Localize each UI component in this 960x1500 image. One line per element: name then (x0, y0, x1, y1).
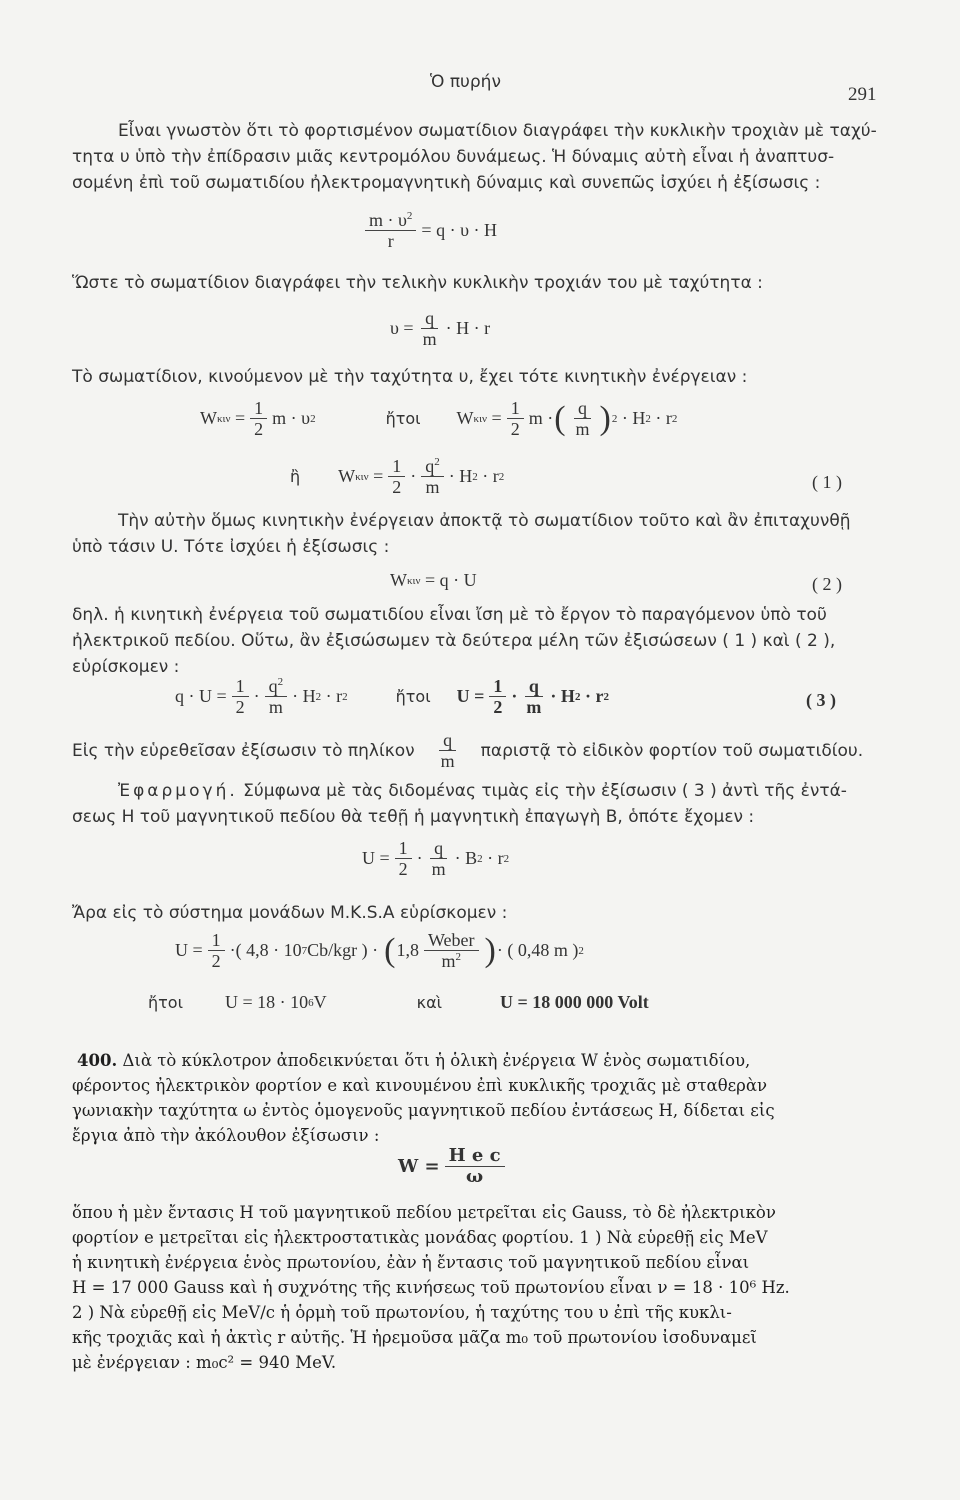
problem-400-line: κῆς τροχιᾶς καὶ ἡ ἀκτὶς r αὐτῆς. Ἡ ἠρεμοῦσα μᾶζα m₀ τοῦ πρωτονίου ἰσοδυναμεῖ (72, 1328, 757, 1347)
text-line: σεως H τοῦ μαγνητικοῦ πεδίου θὰ τεθῇ ἡ μαγνητικὴ ἐπαγωγὴ B, ὁπότε ἔχομεν : (72, 807, 755, 827)
text-line-specific-charge: Εἰς τὴν εὑρεθεῖσαν ἐξίσωσιν τὸ πηλίκον $\frac{q}{m}$ παριστᾷ τὸ εἰδικὸν φορτίον τοῦ σωματιδίου. (72, 730, 864, 771)
equation-velocity: υ = $\frac{q}{m}$ · H · r (390, 308, 491, 349)
text-line: δηλ. ἡ κινητικὴ ἐνέργεια τοῦ σωματιδίου εἶναι ἴση μὲ τὸ ἔργον τὸ παραγόμενον ὑπὸ τοῦ (72, 605, 827, 625)
problem-400-line: φέροντος ἠλεκτρικὸν φορτίον e καὶ κινουμένου ἐπὶ κυκλικῆς τροχιᾶς μὲ σταθερὰν (72, 1076, 768, 1095)
problem-400-line: γωνιακὴν ταχύτητα ω ἐντὸς ὁμογενοῦς μαγνητικοῦ πεδίου ἐντάσεως H, δίδεται εἰς (72, 1101, 775, 1120)
problem-number: 400. (77, 1051, 118, 1070)
equation-work: W κιν = q · U (390, 570, 477, 590)
equation-label-1: ( 1 ) (812, 472, 842, 492)
text-line: ἠλεκτρικοῦ πεδίου. Οὕτω, ἂν ἐξισώσωμεν τὰ δεύτερα μέλη τῶν ἐξισώσεων ( 1 ) καὶ ( 2 ), (72, 631, 836, 651)
text-line: ὑπὸ τάσιν U. Τότε ἰσχύει ἡ ἐξίσωσις : (72, 537, 390, 557)
equation-kinetic-energy-2: ἢ W κιν = $\frac{1}{2}$ · $\frac{q^2}{m}$ · H 2 · r 2 (290, 456, 505, 497)
equation-result: ἤτοι U = 18 · 10 6 V καὶ U = 18 000 000 Volt (148, 992, 649, 1012)
problem-400-line: ὅπου ἡ μὲν ἔντασις H τοῦ μαγνητικοῦ πεδίου μετρεῖται εἰς Gauss, τὸ δὲ ἠλεκτρικὸν (72, 1203, 776, 1222)
text-line: Τὴν αὐτὴν ὅμως κινητικὴν ἐνέργειαν ἀποκτᾷ τὸ σωματίδιον τοῦτο καὶ ἂν ἐπιταχυνθῇ (118, 511, 851, 531)
text-line: τητα υ ὑπὸ τὴν ἐπίδρασιν μιᾶς κεντρομόλου δυνάμεως. Ἡ δύναμις αὐτὴ εἶναι ἡ ἀναπτυσ- (72, 147, 835, 167)
equation-energy-balance: q · U = $\frac{1}{2}$ · $\frac{q^2}{m}$ · H 2 · r 2 ἤτοι U = $\frac{1}{2}$ · $\frac{q}{m}$ · H 2 · r 2 (175, 676, 609, 717)
text-line: εὑρίσκομεν : (72, 657, 180, 677)
problem-400-line: φορτίον e μετρεῖται εἰς ἠλεκτροστατικὰς μονάδας φορτίου. 1 ) Νὰ εὑρεθῇ εἰς MeV (72, 1228, 768, 1247)
equation-centripetal: $\frac{m \cdot \upsilon^2}{r}$ = q · υ · H (360, 210, 497, 251)
text-line: Τὸ σωματίδιον, κινούμενον μὲ τὴν ταχύτητα υ, ἔχει τότε κινητικὴν ἐνέργειαν : (72, 367, 748, 387)
page-number: 291 (848, 84, 877, 105)
text-line: Ὥστε τὸ σωματίδιον διαγράφει τὴν τελικὴν κυκλικὴν τροχιάν του μὲ ταχύτητα : (72, 273, 763, 293)
equation-cyclotron: W = $\frac{\text{H e c}}{\omega}$ (398, 1146, 510, 1187)
text-line-application: Ἐφαρμογή. Σύμφωνα μὲ τὰς διδομένας τιμὰς εἰς τὴν ἐξίσωσιν ( 3 ) ἀντὶ τῆς ἐντά- (118, 781, 847, 801)
text-line: σομένη ἐπὶ τοῦ σωματιδίου ἠλεκτρομαγνητικὴ δύναμις καὶ συνεπῶς ἰσχύει ἡ ἐξίσωσις : (72, 173, 821, 193)
equation-label-3: ( 3 ) (806, 690, 836, 710)
equation-numeric: U = $\frac{1}{2}$ ·( 4,8 · 10 7 Cb/kgr ) · ( 1,8 $\frac{\text{Weber}}{m^2}$ ) · ( 0,48 m ) 2 (175, 930, 584, 971)
problem-400-line: 2 ) Νὰ εὑρεθῇ εἰς MeV/c ἡ ὁρμὴ τοῦ πρωτονίου, ἡ ταχύτης του υ ἐπὶ τῆς κυκλι- (72, 1303, 732, 1322)
equation-u-b: U = $\frac{1}{2}$ · $\frac{q}{m}$ · B 2 · r 2 (362, 838, 510, 879)
equation-kinetic-energy: W κιν = $\frac{1}{2}$ m · υ 2 ἤτοι W κιν = $\frac{1}{2}$ m · ( $\frac{q}{m}$ ) 2 · H 2 · r 2 (200, 398, 678, 439)
problem-400-line: μὲ ἐνέργειαν : m₀c² = 940 MeV. (72, 1353, 337, 1372)
text-line: Εἶναι γνωστὸν ὅτι τὸ φορτισμένον σωματίδιον διαγράφει τὴν κυκλικὴν τροχιὰν μὲ ταχύ- (118, 121, 877, 141)
text-line: Ἄρα εἰς τὸ σύστημα μονάδων M.K.S.A εὑρίσκομεν : (72, 903, 508, 923)
running-title: Ὁ πυρήν (430, 72, 501, 92)
problem-400-line: 400. Διὰ τὸ κύκλοτρον ἀποδεικνύεται ὅτι ἡ ὁλικὴ ἐνέργεια W ἑνὸς σωματιδίου, (77, 1051, 751, 1070)
problem-400-line: ἡ κινητικὴ ἐνέργεια ἑνὸς πρωτονίου, ἐὰν ἡ ἔντασις τοῦ μαγνητικοῦ πεδίου εἶναι (72, 1253, 750, 1272)
equation-label-2: ( 2 ) (812, 574, 842, 594)
problem-400-line: H = 17 000 Gauss καὶ ἡ συχνότης τῆς κινήσεως τοῦ πρωτονίου εἶναι ν = 18 · 10⁶ Hz. (72, 1278, 790, 1297)
problem-400-line: ἔργια ἀπὸ τὴν ἀκόλουθον ἐξίσωσιν : (72, 1126, 380, 1145)
